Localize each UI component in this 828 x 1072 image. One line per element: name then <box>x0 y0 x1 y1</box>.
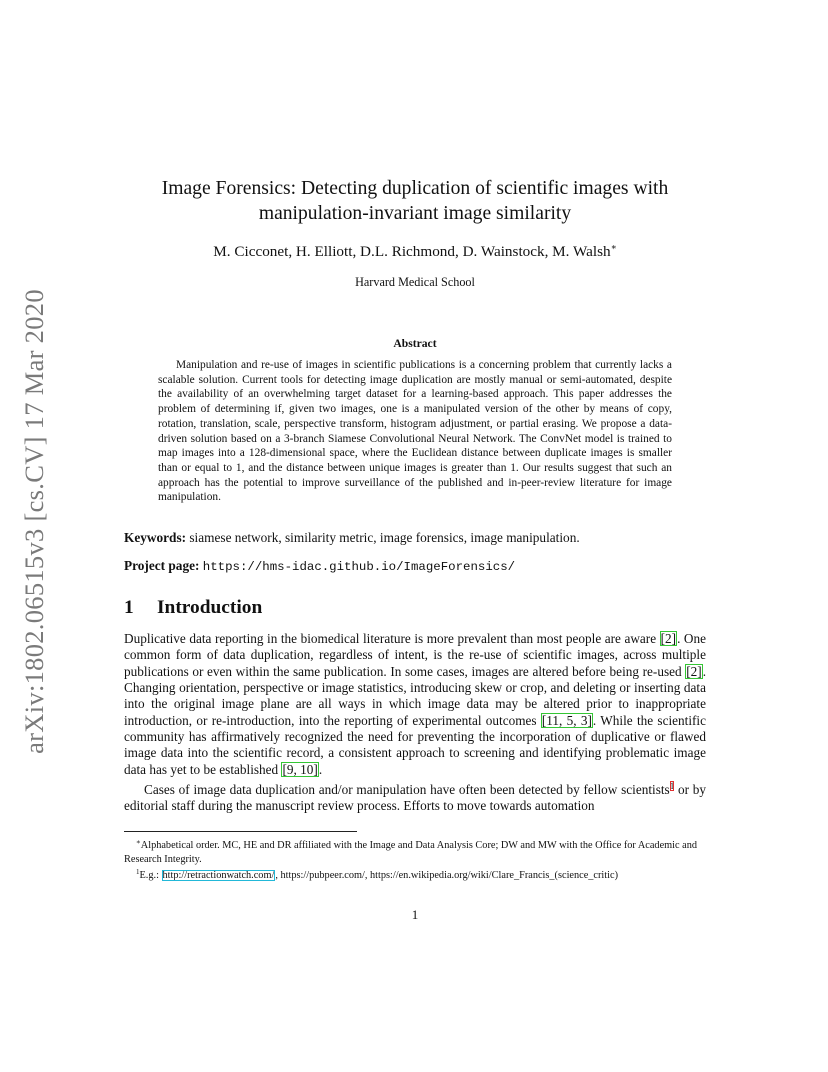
title-line-2: manipulation-invariant image similarity <box>258 203 572 224</box>
intro-p1-text-e: . <box>318 761 323 777</box>
footnote-urls: , https://pubpeer.com/, https://en.wikipedia.org/wiki/Clare_Francis_(science_critic) <box>275 870 619 882</box>
keywords-label: Keywords: <box>124 530 187 545</box>
intro-p1-text-a: Duplicative data reporting in the biomedical literature is more prevalent than most people are aware <box>124 631 660 646</box>
intro-paragraph-1 <box>124 631 706 778</box>
intro-paragraph-2 <box>124 778 706 815</box>
citation-link[interactable]: [11, 5, 3] <box>541 712 592 728</box>
footnote-text: Alphabetical order. MC, HE and DR affiliated with the Image and Data Analysis Core; DW and MW with the Office for Academic and Research Integrity. <box>124 840 698 865</box>
retractionwatch-link[interactable]: http://retractionwatch.com/ <box>162 870 275 882</box>
section-number: 1 <box>124 597 134 618</box>
footnote-authors <box>124 836 714 866</box>
arxiv-identifier-stamp <box>20 283 48 759</box>
intro-p2-text-a: Cases of image data duplication and/or manipulation have often been detected by fellow scientists <box>144 782 670 798</box>
footnote-divider <box>124 831 357 832</box>
footnotes <box>124 836 714 883</box>
citation-link[interactable]: [2] <box>686 663 702 679</box>
footnote-1 <box>124 866 714 883</box>
intro-p1-text-c: . Changing orientation, perspective or image statistics, introducing skew or crop, and deleting or inserting data into the original image plane are all ways in which image data may be altered prior to inappropriate introduction, or re-introduction, into the reporting of experimental outcomes <box>124 663 706 728</box>
author-list <box>124 242 706 261</box>
keywords-line <box>124 530 706 546</box>
abstract-heading: Abstract <box>393 337 437 350</box>
intro-p1-text-b: . One common form of data duplication, regardless of intent, is the re-use of scientific images, across multiple publications or even within the same publication. In some cases, images are altered before being re-used <box>124 631 706 679</box>
keywords-text: siamese network, similarity metric, image forensics, image manipulation. <box>189 530 580 545</box>
abstract-body: Manipulation and re-use of images in scientific publications is a concerning problem that currently lacks a scalable solution. Current tools for detecting image duplication are mostly manual or semi-automated, despite the availability of an overwhelming target dataset for a learning-based approach. This paper addresses the problem of determining if, given two images, one is a manipulated version of the other by means of copy, rotation, translation, scale, perspective transform, histogram adjustment, or partial erasing. We propose a data-driven solution based on a 3-branch Siamese Convolutional Neural Network. The ConvNet model is trained to map images into a 128-dimensional space, where the Euclidean distance between duplicate images is smaller than or equal to 1, and the distance between unique images is greater than 1. Our results suggest that such an approach has the potential to improve surveillance of the published and in-peer-review literature for image manipulation. <box>158 359 672 504</box>
project-page-label: Project page: <box>124 558 200 573</box>
footnote-link[interactable]: 1 <box>669 781 675 792</box>
section-title: Introduction <box>157 597 263 618</box>
authors-footnote-mark[interactable]: ∗ <box>610 242 617 252</box>
arxiv-id-text: arXiv:1802.06515v3 [cs.CV] 17 Mar 2020 <box>18 288 49 754</box>
project-page-url[interactable]: https://hms-idac.github.io/ImageForensics/ <box>202 560 516 574</box>
paper-title <box>124 176 706 226</box>
footnote-mark: ∗ <box>136 838 141 846</box>
introduction-body <box>124 631 706 815</box>
section-heading-introduction <box>124 597 706 619</box>
page-number: 1 <box>411 907 419 922</box>
intro-p2-text-b: or by editorial staff during the manuscript review process. Efforts to move towards automation <box>124 782 706 814</box>
intro-p1-text-d: . While the scientific community has affirmatively recognized the need for preventing the incorporation of duplicative or flawed image data into the scientific record, a consistent approach to screening and identifying problematic image data has yet to be established <box>124 712 706 777</box>
citation-link[interactable]: [2] <box>660 631 677 646</box>
authors-text: M. Cicconet, H. Elliott, D.L. Richmond, D. Wainstock, M. Walsh <box>213 243 611 260</box>
affiliation: Harvard Medical School <box>355 275 475 289</box>
citation-link[interactable]: [9, 10] <box>282 761 318 777</box>
title-line-1: Image Forensics: Detecting duplication of scientific images with <box>161 178 669 199</box>
project-page-line <box>124 558 706 574</box>
footnote-prefix: E.g.: <box>139 870 162 882</box>
footnote-mark: 1 <box>136 868 140 877</box>
